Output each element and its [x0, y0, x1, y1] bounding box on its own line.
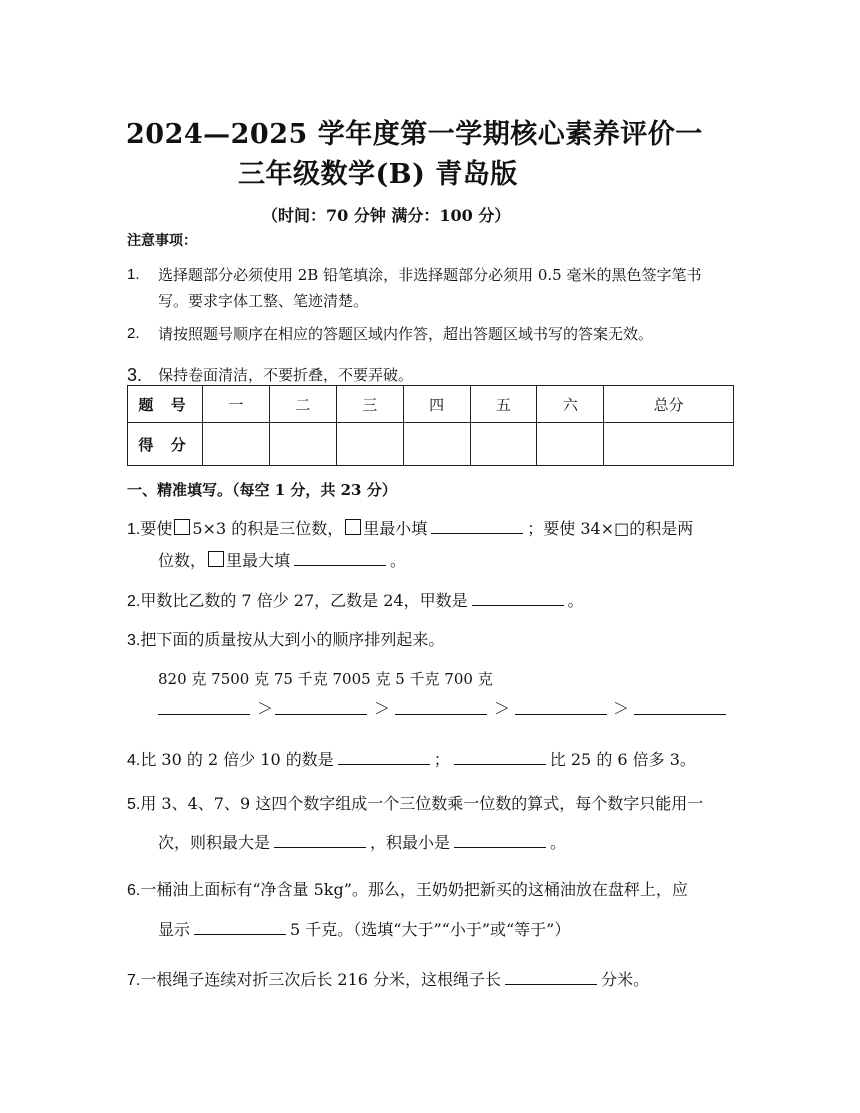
exam-time-score: （时间：70 分钟 满分：100 分）	[262, 206, 511, 225]
question-3-items: 820 克 7500 克 75 千克 7005 克 5 千克 700 克	[158, 670, 493, 688]
question-5-line1	[127, 791, 703, 814]
note-number: 2.	[127, 325, 140, 342]
answer-blank[interactable]	[158, 714, 250, 715]
greater-than-sign: ＞	[494, 699, 511, 718]
question-text: 次，则积最大是	[158, 833, 271, 852]
question-text: 显示	[158, 920, 191, 939]
question-2	[127, 588, 584, 611]
exam-title-line1: 2024—2025 学年度第一学期核心素养评价一	[126, 119, 703, 150]
question-text: 位数，	[158, 551, 207, 570]
answer-blank[interactable]	[395, 714, 487, 715]
question-6-line2	[158, 917, 570, 940]
question-3	[127, 627, 444, 650]
answer-blank[interactable]	[454, 831, 546, 848]
score-col-header: 三	[336, 386, 403, 423]
question-text: ；要使 34×□的积是两	[527, 519, 694, 538]
answer-blank[interactable]	[634, 714, 726, 715]
score-col-header: 五	[470, 386, 537, 423]
question-text: 甲数比乙数的 7 倍少 27，乙数是 24，甲数是	[140, 591, 468, 610]
answer-blank[interactable]	[431, 517, 523, 534]
score-col-header: 四	[403, 386, 470, 423]
note-text: 请按照题号顺序在相应的答题区域内作答，超出答题区域书写的答案无效。	[158, 325, 654, 343]
question-text: 。	[550, 833, 567, 852]
question-1-line1	[127, 516, 693, 539]
score-cell[interactable]	[604, 423, 734, 466]
question-text: 。	[390, 551, 407, 570]
note-text: 保持卷面清洁，不要折叠，不要弄破。	[158, 366, 414, 384]
question-1-line2	[158, 548, 406, 571]
question-text: 分米。	[601, 970, 650, 989]
question-text: 里最大填	[226, 551, 291, 570]
question-number: 3.	[127, 632, 141, 649]
question-text: ，积最小是	[370, 833, 451, 852]
score-table-row-label: 得 分	[128, 423, 203, 466]
question-5-line2	[158, 830, 566, 853]
question-text: 比 25 的 6 倍多 3。	[549, 750, 696, 769]
note-number: 1.	[127, 266, 140, 283]
question-text: 用 3、4、7、9 这四个数字组成一个三位数乘一位数的算式，每个数字只能用一	[140, 794, 704, 813]
score-cell[interactable]	[403, 423, 470, 466]
question-text: 5×3 的积是三位数，	[192, 519, 344, 538]
note-text: 选择题部分必须使用 2B 铅笔填涂，非选择题部分必须用 0.5 毫米的黑色签字笔书写。要求字体工整、笔迹清楚。	[158, 266, 702, 310]
question-text: 5 千克。（选填“大于”“小于”或“等于”）	[290, 920, 571, 939]
score-cell[interactable]	[269, 423, 336, 466]
score-table-score-row	[128, 423, 734, 466]
score-col-header: 总分	[604, 386, 734, 423]
score-table	[127, 385, 734, 466]
question-text: 把下面的质量按从大到小的顺序排列起来。	[140, 630, 445, 649]
question-number: 4.	[127, 752, 141, 769]
question-text: 要使	[140, 519, 173, 538]
question-text: 一根绳子连续对折三次后长 216 分米，这根绳子长	[140, 970, 502, 989]
answer-blank[interactable]	[274, 831, 366, 848]
question-number: 2.	[127, 593, 141, 610]
note-item	[127, 262, 727, 314]
question-text: ；	[433, 750, 450, 769]
notes-heading: 注意事项：	[127, 233, 197, 249]
score-cell[interactable]	[470, 423, 537, 466]
question-number: 1.	[127, 521, 141, 538]
question-text: 。	[567, 591, 584, 610]
greater-than-sign: ＞	[257, 699, 274, 718]
question-3-order-row	[158, 694, 728, 718]
score-table-row-label: 题 号	[128, 386, 203, 423]
answer-blank[interactable]	[515, 714, 607, 715]
question-text: 比 30 的 2 倍少 10 的数是	[140, 750, 334, 769]
answer-blank[interactable]	[294, 549, 386, 566]
answer-blank[interactable]	[194, 918, 286, 935]
question-number: 5.	[127, 796, 141, 813]
note-item	[127, 321, 727, 347]
greater-than-sign: ＞	[613, 699, 630, 718]
score-cell[interactable]	[537, 423, 604, 466]
greater-than-sign: ＞	[374, 699, 391, 718]
digit-box	[174, 519, 190, 535]
score-col-header: 二	[269, 386, 336, 423]
digit-box	[345, 519, 361, 535]
exam-title-line2: 三年级数学(B) 青岛版	[238, 159, 518, 190]
answer-blank[interactable]	[275, 714, 367, 715]
answer-blank[interactable]	[454, 748, 546, 765]
score-cell[interactable]	[336, 423, 403, 466]
answer-blank[interactable]	[505, 968, 597, 985]
question-number: 7.	[127, 972, 141, 989]
answer-blank[interactable]	[338, 748, 430, 765]
score-col-header: 六	[537, 386, 604, 423]
question-6-line1	[127, 877, 688, 900]
question-4	[127, 747, 696, 770]
section1-heading: 一、精准填写。（每空 1 分，共 23 分）	[127, 481, 397, 499]
digit-box	[208, 551, 224, 567]
question-text: 一桶油上面标有“净含量 5kg”。那么，王奶奶把新买的这桶油放在盘秤上，应	[140, 880, 688, 899]
question-7	[127, 967, 649, 990]
score-table-header-row	[128, 386, 734, 423]
question-number: 6.	[127, 882, 141, 899]
score-col-header: 一	[203, 386, 270, 423]
question-text: 里最小填	[363, 519, 428, 538]
answer-blank[interactable]	[472, 589, 564, 606]
note-number: 3.	[127, 365, 143, 385]
score-cell[interactable]	[203, 423, 270, 466]
